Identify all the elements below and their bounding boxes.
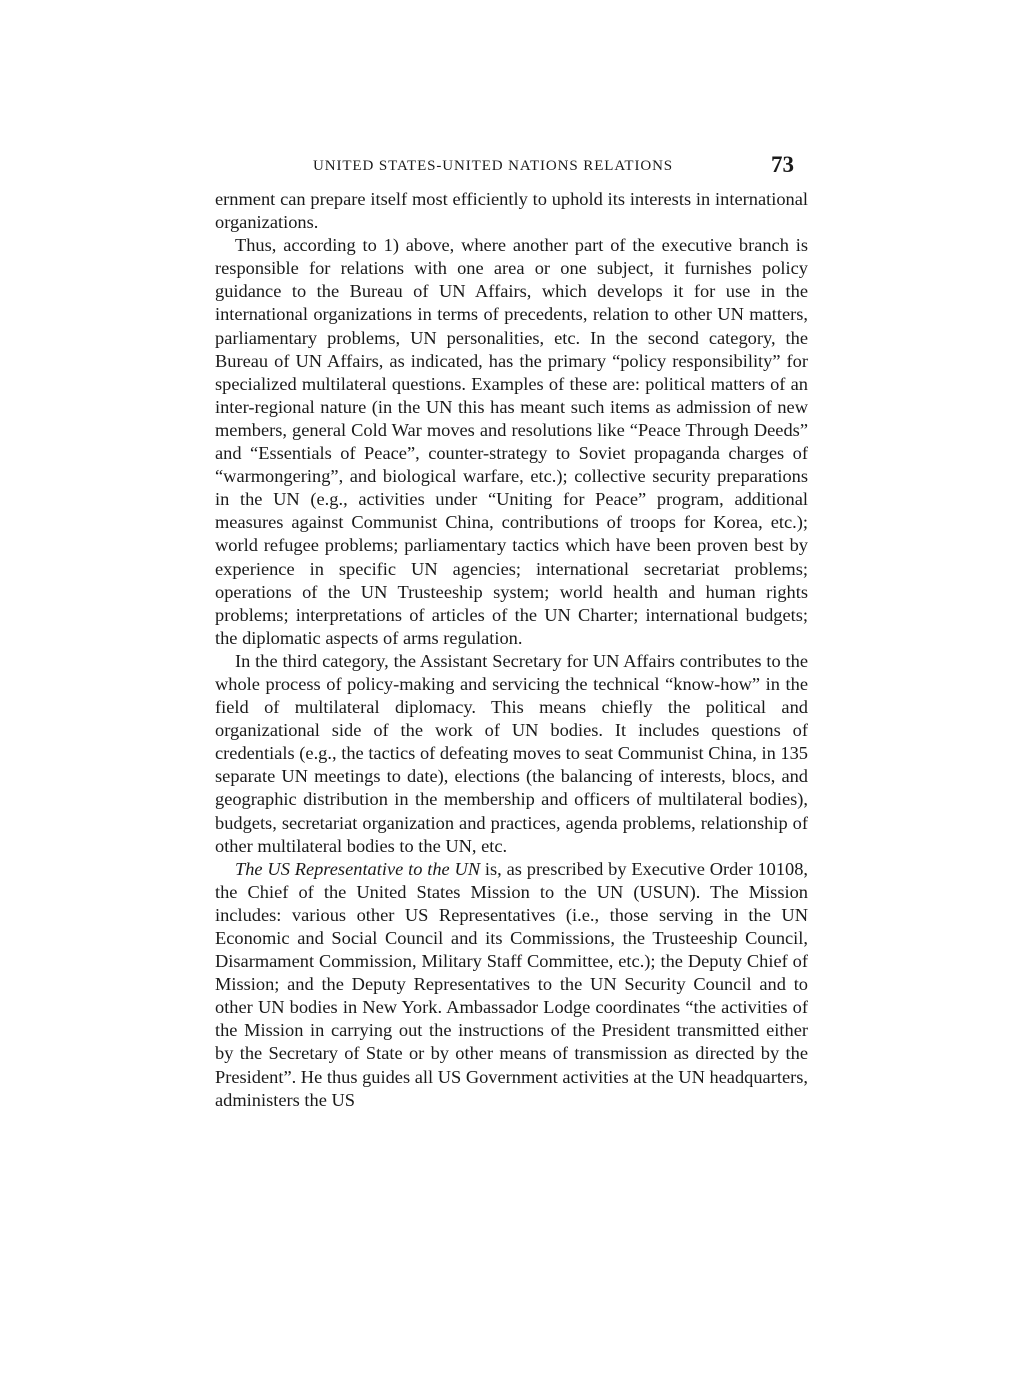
page-number: 73 (771, 152, 794, 177)
paragraph-first-category: Thus, according to 1) above, where another part of the executive branch is responsible for relations with one area or one subject, it furnishes policy guidance to the Bureau of UN Affairs, which develops it for use in the international organizations in terms of precedents, relation to other UN matters, parliamentary problems, UN personalities, etc. In the second category, the Bureau of UN Affairs, as indicated, has the primary “policy responsibility” for specialized multilateral questions. Examples of these are: political matters of an inter-regional nature (in the UN this has meant such items as admission of new members, general Cold War moves and resolutions like “Peace Through Deeds” and “Essentials of Peace”, counter-strategy to Soviet propaganda charges of “warmongering”, and biological warfare, etc.); collective security preparations in the UN (e.g., activities under “Uniting for Peace” program, additional measures against Communist China, contributions of troops for Korea, etc.); world refugee problems; parliamentary tactics which have been proven best by experience in specific UN agencies; international secretariat problems; operations of the UN Trusteeship system; world health and human rights problems; interpretations of articles of the UN Charter; international budgets; the diplomatic aspects of arms regulation. (215, 235, 808, 648)
paragraph-continuation: ernment can prepare itself most efficiently to uphold its interests in international organizations. (215, 189, 808, 233)
us-representative-heading: The US Representative to the UN (235, 858, 481, 879)
paragraph-third-category: In the third category, the Assistant Secretary for UN Affairs contributes to the whole process of policy-making and servicing the technical “know-how” in the field of multilateral diplomacy. This means chiefly the political and organizational side of the work of UN bodies. It includes questions of credentials (e.g., the tactics of defeating moves to seat Communist China, in 135 separate UN meetings to date), elections (the balancing of interests, blocs, and geographic distribution in the membership and officers of multilateral bodies), budgets, secretariat organization and practices, agenda problems, relationship of other multilateral bodies to the UN, etc. (215, 650, 808, 856)
running-head (215, 150, 808, 188)
book-page (215, 150, 808, 1112)
running-title: UNITED STATES-UNITED NATIONS RELATIONS (313, 158, 674, 174)
us-representative-text: is, as prescribed by Executive Order 10108, the Chief of the United States Mission to the UN (USUN). The Mission includes: various other US Representatives (i.e., those serving in the UN Economic and Social Council and its Commissions, the Trusteeship Council, Disarmament Commission, Military Staff Committee, etc.); the Deputy Chief of Mission; and the Deputy Representatives to the UN Security Council and to other UN bodies in New York. Ambassador Lodge coordinates “the activities of the Mission in carrying out the instructions of the President transmitted either by the Secretary of State or by other means of transmission as directed by the President”. He thus guides all US Government activities at the UN headquarters, administers the US (215, 858, 808, 1110)
paragraph-us-representative (215, 858, 808, 1112)
